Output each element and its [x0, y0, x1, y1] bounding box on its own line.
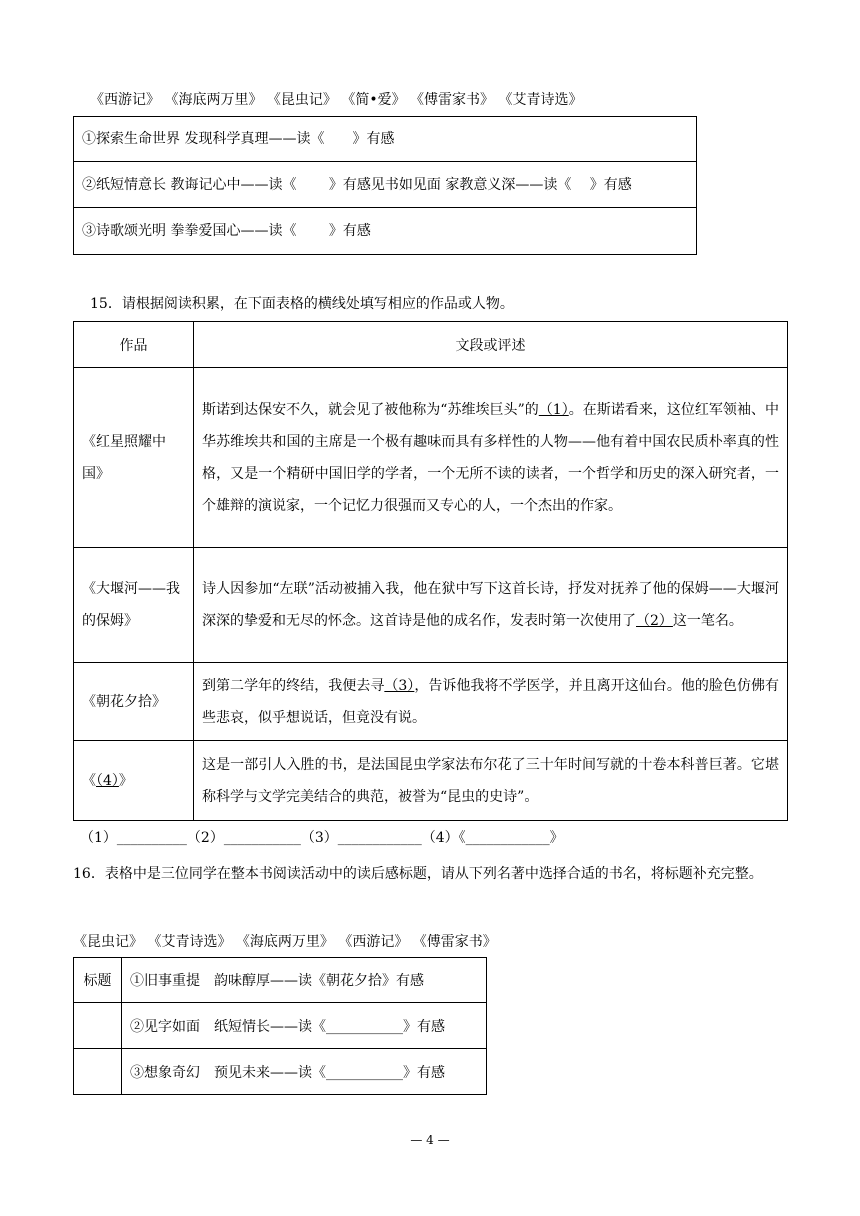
q15-header-text: 文段或评述	[194, 322, 788, 368]
q15-text-2-after: 这一笔名。	[672, 613, 743, 629]
q15-text-3-after: ，告诉他我将不学医学，并且离开这仙台。他的脸色仿佛有些悲哀，似乎想说话，但竟没有说。	[202, 677, 779, 726]
q15-work-3: 《朝花夕拾》	[74, 663, 194, 741]
q15-blank-3: （3）	[384, 677, 415, 694]
q16-row-2: ②见字如面 纸短情长——读《___________》有感	[122, 1003, 487, 1049]
q15-header-work: 作品	[74, 322, 194, 368]
q16-row-1: ①旧事重提 韵味醇厚——读《朝花夕拾》有感	[122, 958, 487, 1003]
q15-work-4-close: 》	[118, 772, 133, 789]
q14-row-2: ②纸短情意长 教诲记心中——读《 》有感见书如见面 家教意义深——读《 》有感	[74, 162, 697, 208]
q16-row-3: ③想象奇幻 预见未来——读《___________》有感	[122, 1049, 487, 1095]
q16-prompt: 16．表格中是三位同学在整本书阅读活动中的读后感标题，请从下列名著中选择合适的书名，将标题补充完整。	[73, 866, 763, 882]
q15-answer-line: （1）__________（2）___________（3）____________（4）《____________》	[80, 830, 564, 846]
q16-label-empty-2	[74, 1003, 122, 1049]
q15-work-2: 《大堰河——我的保姆》	[74, 548, 194, 663]
q15-text-4: 这是一部引人入胜的书，是法国昆虫学家法布尔花了三十年时间写就的十卷本科普巨著。它堪称科学与文学完美结合的典范，被誉为“昆虫的史诗”。	[194, 741, 788, 821]
q16-label-empty-3	[74, 1049, 122, 1095]
q15-text-2-before: 诗人因参加“左联”活动被捕入我，他在狱中写下这首长诗，抒发对抚养了他的保姆——大堰河深深的挚爱和无尽的怀念。这首诗是他的成名作，发表时第一次使用了	[202, 581, 779, 629]
q15-blank-1: （1）	[538, 401, 569, 418]
q15-work-4-open: 《	[82, 772, 96, 789]
q14-table	[73, 116, 697, 255]
q15-work-4	[74, 741, 194, 821]
q14-row-1: ①探索生命世界 发现科学真理——读《 》有感	[74, 117, 697, 162]
q15-text-2	[194, 548, 788, 663]
q15-text-1-after: 。在斯诺看来，这位红军领袖、中华苏维埃共和国的主席是一个极有趣味而具有多样性的人物——他有着中国农民质朴率真的性格，又是一个精研中国旧学的学者，一个无所不读的读者，一个哲学和历史的深入研究者，一个雄辩的演说家，一个记忆力很强而又专心的人，一个杰出的作家。	[202, 401, 779, 514]
q16-book-list: 《昆虫记》 《艾青诗选》 《海底两万里》 《西游记》 《傅雷家书》	[73, 934, 497, 950]
page-number: — 4 —	[410, 1133, 450, 1147]
q16-table	[73, 957, 487, 1095]
q16-label: 标题	[74, 958, 122, 1003]
q15-blank-2: （2）	[636, 613, 673, 629]
q15-text-1-before: 斯诺到达保安不久，就会见了被他称为“苏维埃巨头”的	[202, 401, 539, 418]
q14-row-3: ③诗歌颂光明 拳拳爱国心——读《 》有感	[74, 208, 697, 255]
q14-book-list: 《西游记》 《海底两万里》 《昆虫记》 《简•爱》 《傅雷家书》 《艾青诗选》	[90, 92, 583, 108]
q15-text-3-before: 到第二学年的终结，我便去寻	[202, 677, 385, 694]
q15-blank-4: （4）	[96, 772, 119, 789]
q15-table	[73, 321, 788, 821]
q15-work-1: 《红星照耀中国》	[74, 368, 194, 548]
q15-text-1	[194, 368, 788, 548]
q15-text-3	[194, 663, 788, 741]
q15-prompt: 15．请根据阅读积累，在下面表格的横线处填写相应的作品或人物。	[90, 296, 514, 312]
